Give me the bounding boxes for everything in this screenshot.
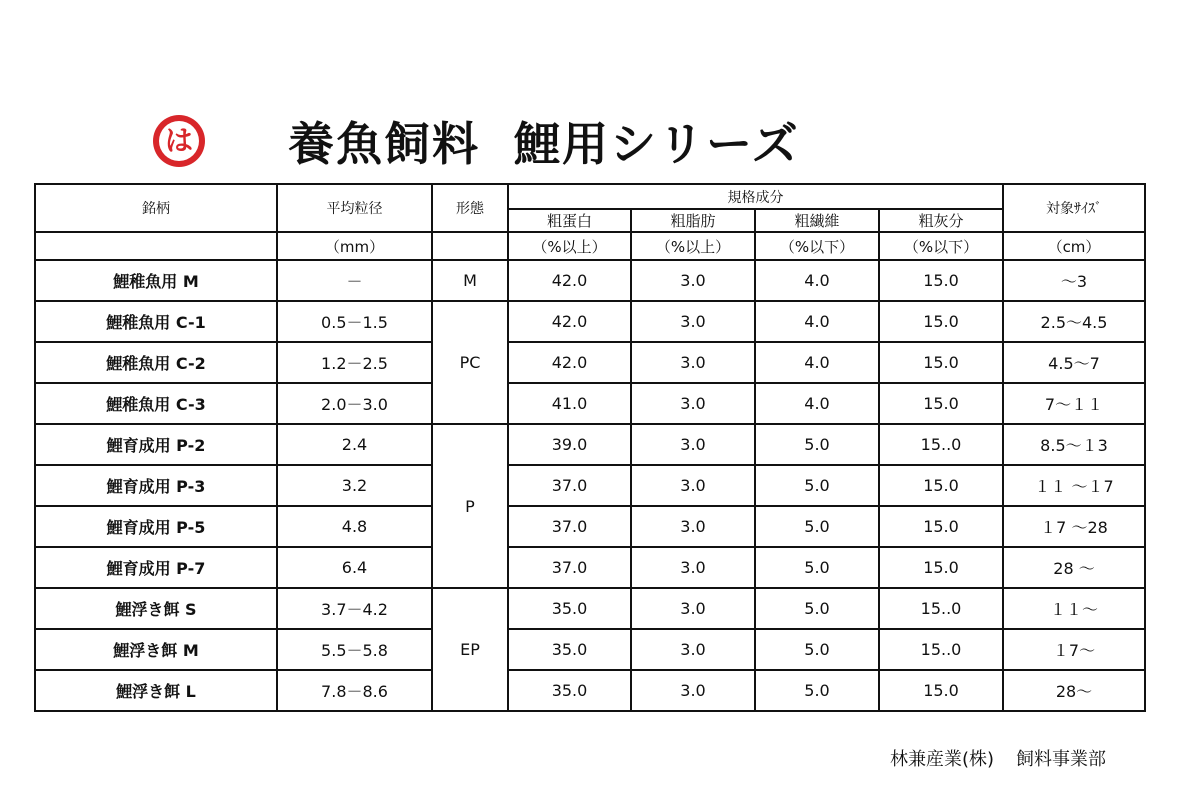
- ash-value: 15.0: [879, 670, 1003, 711]
- target-size: 2.5～4.5: [1003, 301, 1145, 342]
- table-row: [35, 465, 1145, 506]
- product-name: 鯉浮き餌 S: [35, 588, 277, 629]
- protein-value: 37.0: [508, 465, 631, 506]
- header-name: 銘柄: [35, 184, 277, 232]
- ash-value: 15.0: [879, 260, 1003, 301]
- unit-protein: （%以上）: [508, 232, 631, 260]
- fat-value: 3.0: [631, 547, 755, 588]
- product-name: 鯉育成用 P-2: [35, 424, 277, 465]
- protein-value: 35.0: [508, 588, 631, 629]
- table-row: [35, 629, 1145, 670]
- protein-value: 41.0: [508, 383, 631, 424]
- department-name: 飼料事業部: [1016, 749, 1107, 770]
- fat-value: 3.0: [631, 424, 755, 465]
- title-main: 養魚飼料: [288, 117, 480, 171]
- fat-value: 3.0: [631, 506, 755, 547]
- fat-value: 3.0: [631, 670, 755, 711]
- target-size: 28～: [1003, 670, 1145, 711]
- fiber-value: 5.0: [755, 670, 879, 711]
- table-row: [35, 260, 1145, 301]
- company-logo: [153, 115, 205, 167]
- form-type: EP: [432, 588, 508, 711]
- header-fat: 粗脂肪: [631, 209, 755, 232]
- table-row: [35, 506, 1145, 547]
- unit-fat: （%以上）: [631, 232, 755, 260]
- header-fiber: 粗繊維: [755, 209, 879, 232]
- header-spec: 規格成分: [508, 184, 1003, 209]
- grain-size: 7.8－8.6: [277, 670, 432, 711]
- grain-size: 3.2: [277, 465, 432, 506]
- grain-size: 4.8: [277, 506, 432, 547]
- protein-value: 39.0: [508, 424, 631, 465]
- product-name: 鯉稚魚用 C-1: [35, 301, 277, 342]
- ash-value: 15.0: [879, 342, 1003, 383]
- ash-value: 15..0: [879, 629, 1003, 670]
- ash-value: 15.0: [879, 465, 1003, 506]
- protein-value: 37.0: [508, 547, 631, 588]
- fiber-value: 4.0: [755, 342, 879, 383]
- units-row: [35, 232, 1145, 260]
- form-type: M: [432, 260, 508, 301]
- fiber-value: 4.0: [755, 383, 879, 424]
- fat-value: 3.0: [631, 465, 755, 506]
- page-title: [288, 108, 800, 174]
- target-size: 28 ～: [1003, 547, 1145, 588]
- product-name: 鯉浮き餌 M: [35, 629, 277, 670]
- protein-value: 35.0: [508, 670, 631, 711]
- protein-value: 42.0: [508, 260, 631, 301]
- grain-size: －: [277, 260, 432, 301]
- header-target: 対象ｻｲｽﾞ: [1003, 184, 1145, 232]
- footer: [890, 745, 1106, 771]
- fiber-value: 5.0: [755, 629, 879, 670]
- fat-value: 3.0: [631, 383, 755, 424]
- title-sub: 鯉用シリーズ: [514, 117, 800, 171]
- ash-value: 15.0: [879, 547, 1003, 588]
- form-type: PC: [432, 301, 508, 424]
- target-size: 8.5～１3: [1003, 424, 1145, 465]
- fiber-value: 5.0: [755, 588, 879, 629]
- grain-size: 2.4: [277, 424, 432, 465]
- product-name: 鯉稚魚用 C-2: [35, 342, 277, 383]
- protein-value: 37.0: [508, 506, 631, 547]
- header-ash: 粗灰分: [879, 209, 1003, 232]
- table-row: [35, 588, 1145, 629]
- fat-value: 3.0: [631, 301, 755, 342]
- unit-size: （mm）: [277, 232, 432, 260]
- form-type: P: [432, 424, 508, 588]
- target-size: ～3: [1003, 260, 1145, 301]
- table-row: [35, 383, 1145, 424]
- protein-value: 42.0: [508, 301, 631, 342]
- grain-size: 2.0－3.0: [277, 383, 432, 424]
- product-name: 鯉育成用 P-7: [35, 547, 277, 588]
- protein-value: 35.0: [508, 629, 631, 670]
- target-size: 7～１１: [1003, 383, 1145, 424]
- fiber-value: 4.0: [755, 301, 879, 342]
- fiber-value: 5.0: [755, 465, 879, 506]
- ash-value: 15.0: [879, 301, 1003, 342]
- fat-value: 3.0: [631, 629, 755, 670]
- ash-value: 15..0: [879, 424, 1003, 465]
- target-size: １１ ～１7: [1003, 465, 1145, 506]
- unit-blank: [432, 232, 508, 260]
- fiber-value: 5.0: [755, 547, 879, 588]
- product-name: 鯉浮き餌 L: [35, 670, 277, 711]
- grain-size: 0.5－1.5: [277, 301, 432, 342]
- logo-char: は: [159, 121, 199, 161]
- product-name: 鯉稚魚用 M: [35, 260, 277, 301]
- fat-value: 3.0: [631, 260, 755, 301]
- grain-size: 6.4: [277, 547, 432, 588]
- product-name: 鯉育成用 P-5: [35, 506, 277, 547]
- product-name: 鯉育成用 P-3: [35, 465, 277, 506]
- ash-value: 15..0: [879, 588, 1003, 629]
- table-row: [35, 301, 1145, 342]
- unit-blank: [35, 232, 277, 260]
- fiber-value: 4.0: [755, 260, 879, 301]
- header-row-1: [35, 184, 1145, 209]
- spec-table: [34, 183, 1146, 712]
- target-size: １１～: [1003, 588, 1145, 629]
- ash-value: 15.0: [879, 506, 1003, 547]
- table-row: [35, 670, 1145, 711]
- product-name: 鯉稚魚用 C-3: [35, 383, 277, 424]
- target-size: 4.5～7: [1003, 342, 1145, 383]
- fiber-value: 5.0: [755, 506, 879, 547]
- ash-value: 15.0: [879, 383, 1003, 424]
- table-row: [35, 547, 1145, 588]
- target-size: １7 ～28: [1003, 506, 1145, 547]
- grain-size: 5.5－5.8: [277, 629, 432, 670]
- table-row: [35, 342, 1145, 383]
- header-protein: 粗蛋白: [508, 209, 631, 232]
- fiber-value: 5.0: [755, 424, 879, 465]
- grain-size: 1.2－2.5: [277, 342, 432, 383]
- table-row: [35, 424, 1145, 465]
- company-name: 林兼産業(株): [890, 749, 995, 770]
- protein-value: 42.0: [508, 342, 631, 383]
- unit-fiber: （%以下）: [755, 232, 879, 260]
- target-size: １7～: [1003, 629, 1145, 670]
- header-form: 形態: [432, 184, 508, 232]
- fat-value: 3.0: [631, 342, 755, 383]
- grain-size: 3.7－4.2: [277, 588, 432, 629]
- fat-value: 3.0: [631, 588, 755, 629]
- header-size: 平均粒径: [277, 184, 432, 232]
- unit-ash: （%以下）: [879, 232, 1003, 260]
- unit-target: （cm）: [1003, 232, 1145, 260]
